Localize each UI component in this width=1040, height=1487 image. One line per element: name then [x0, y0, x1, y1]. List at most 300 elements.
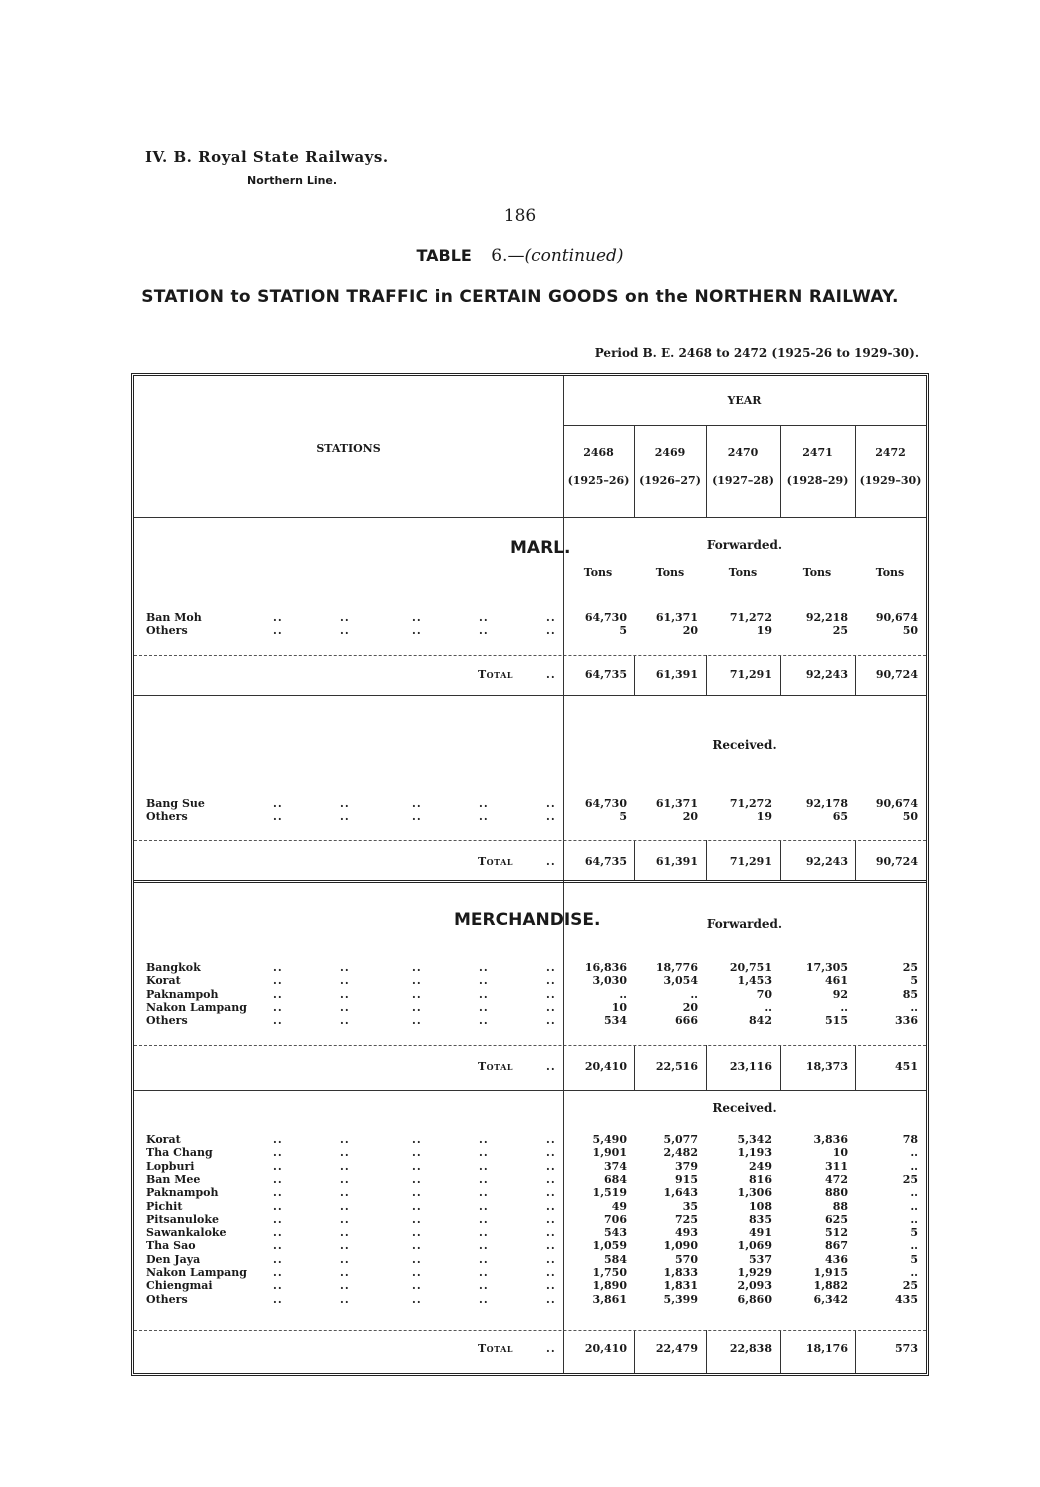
table-cell: 534 [604, 1014, 627, 1028]
table-cell: 1,453 [737, 974, 772, 988]
total-cell: 92,243 [805, 668, 848, 681]
table-cell: 1,069 [737, 1239, 772, 1253]
leader-dots: .. [273, 1014, 283, 1028]
year-be: 2469 [654, 446, 686, 459]
table-cell: 25 [902, 961, 918, 974]
leader-dots: .. [340, 987, 350, 1001]
table-cell: 2,093 [737, 1279, 772, 1293]
leader-dots: .. [412, 1199, 422, 1213]
table-cell: 5 [619, 624, 627, 638]
table-cell: 90,674 [875, 611, 918, 624]
leader-dots: .. [546, 797, 556, 810]
total-rule [134, 695, 926, 696]
stations-header: STATIONS [316, 442, 381, 455]
leader-dots: .. [412, 1279, 422, 1293]
table-cell: 20 [682, 624, 698, 638]
table-cell: 5 [910, 974, 918, 988]
leader-dots: .. [546, 1159, 556, 1173]
table-cell: 5 [910, 1226, 918, 1240]
total-cell: 573 [895, 1342, 918, 1355]
station-name: Others [146, 1014, 188, 1028]
leader-dots: .. [479, 797, 489, 810]
leader-dots: .. [340, 1266, 350, 1279]
table-cell: 880 [825, 1186, 848, 1200]
leader-dots: .. [340, 611, 350, 624]
table-cell: 6,342 [813, 1292, 848, 1306]
leader-dots: .. [340, 1199, 350, 1213]
station-name: Pichit [146, 1199, 183, 1213]
leader-dots: .. [479, 624, 489, 638]
leader-dots: .. [340, 1159, 350, 1173]
leader-dots: .. [412, 1212, 422, 1226]
leader-dots: .. [273, 810, 283, 824]
col-divider [634, 425, 635, 517]
table-cell: 25 [832, 624, 848, 638]
table-cell: 816 [749, 1172, 772, 1186]
station-name: Others [146, 1292, 188, 1306]
table-cell: 6,860 [737, 1292, 772, 1306]
table-cell: 5,342 [737, 1133, 772, 1146]
leader-dots: .. [340, 1133, 350, 1146]
table-cell: 435 [895, 1292, 918, 1306]
leader-dots: .. [479, 987, 489, 1001]
col-divider [855, 1330, 856, 1373]
main-title: STATION to STATION TRAFFIC in CERTAIN GOODS on the NORTHERN RAILWAY. [141, 287, 899, 307]
leader-dots: .. [546, 1146, 556, 1160]
leader-dots: .. [273, 611, 283, 624]
table-cell: .. [910, 1266, 918, 1279]
table-cell: 18,776 [655, 961, 698, 974]
station-name: Sawankaloke [146, 1226, 227, 1240]
col-divider [706, 425, 707, 517]
table-cell: .. [764, 1000, 772, 1014]
leader-dots: .. [479, 1159, 489, 1173]
leader-dots: .. [479, 1226, 489, 1240]
table-cell: 867 [825, 1239, 848, 1253]
table-continued: —(continued) [507, 246, 624, 266]
leader-dots: .. [340, 1226, 350, 1240]
year-ce: (1929–30) [859, 474, 922, 487]
table-cell: 249 [749, 1159, 772, 1173]
table-cell: 3,054 [663, 974, 698, 988]
total-cell: 23,116 [729, 1060, 772, 1073]
leader-dots: .. [273, 987, 283, 1001]
leader-dots: .. [546, 1252, 556, 1266]
header-rule [134, 517, 926, 518]
total-cell: 71,291 [729, 668, 772, 681]
table-cell: 35 [682, 1199, 698, 1213]
leader-dots: .. [412, 1014, 422, 1028]
table-label: TABLE [416, 246, 472, 265]
station-name: Chiengmai [146, 1279, 213, 1293]
leader-dots: .. [340, 1172, 350, 1186]
table-cell: 835 [749, 1212, 772, 1226]
table-cell: 1,833 [663, 1266, 698, 1279]
table-cell: 1,929 [737, 1266, 772, 1279]
table-cell: 88 [832, 1199, 848, 1213]
col-divider [780, 425, 781, 517]
station-name: Lopburi [146, 1159, 195, 1173]
year-ce: (1927–28) [712, 474, 774, 487]
total-cell: 18,373 [805, 1060, 848, 1073]
total-cell: 20,410 [584, 1060, 627, 1073]
leader-dots: .. [340, 1252, 350, 1266]
leader-dots: .. [546, 1239, 556, 1253]
table-cell: 1,519 [592, 1186, 627, 1200]
leader-dots: .. [340, 1239, 350, 1253]
unit-label: Tons [583, 566, 613, 579]
total-cell: 18,176 [805, 1342, 848, 1355]
table-cell: .. [910, 1159, 918, 1173]
leader-dots: .. [273, 1159, 283, 1173]
leader-dots: .. [546, 974, 556, 988]
leader-dots: .. [546, 624, 556, 638]
leader-dots: .. [273, 1266, 283, 1279]
table-cell: 16,836 [584, 961, 627, 974]
marl-forwarded-label: Forwarded. [706, 538, 783, 552]
leader-dots: .. [273, 1212, 283, 1226]
col-divider [706, 840, 707, 880]
leader-dots: .. [273, 961, 283, 974]
station-name: Tha Sao [146, 1239, 196, 1253]
leader-dots: .. [479, 1133, 489, 1146]
station-name: Others [146, 624, 188, 638]
leader-dots: .. [340, 1292, 350, 1306]
table-cell: 1,882 [813, 1279, 848, 1293]
table-cell: 543 [604, 1226, 627, 1240]
leader-dots: .. [412, 1172, 422, 1186]
leader-dots: .. [479, 1292, 489, 1306]
leader-dots: .. [340, 797, 350, 810]
table-cell: 10 [832, 1146, 848, 1160]
leader-dots: .. [412, 810, 422, 824]
leader-dots: .. [273, 624, 283, 638]
leader-dots: .. [273, 1239, 283, 1253]
table-cell: 3,030 [592, 974, 627, 988]
year-ce: (1925–26) [567, 474, 630, 487]
unit-label: Tons [802, 566, 832, 579]
leader-dots: .. [412, 1159, 422, 1173]
table-cell: .. [840, 1000, 848, 1014]
merch-received-total-label: Total [478, 1342, 514, 1355]
table-cell: 666 [675, 1014, 698, 1028]
merch-forwarded-total-label: Total [478, 1060, 514, 1073]
leader-dots: .. [273, 1292, 283, 1306]
table-cell: 336 [895, 1014, 918, 1028]
leader-dots: .. [479, 1252, 489, 1266]
table-cell: 684 [604, 1172, 627, 1186]
leader-dots: .. [340, 1279, 350, 1293]
table-cell: 20,751 [729, 961, 772, 974]
leader-dots: .. [546, 668, 556, 681]
col-divider [634, 655, 635, 695]
leader-dots: .. [273, 1279, 283, 1293]
col-divider [855, 425, 856, 517]
leader-dots: .. [340, 961, 350, 974]
leader-dots: .. [546, 1199, 556, 1213]
table-cell: 1,890 [592, 1279, 627, 1293]
table-cell: 584 [604, 1252, 627, 1266]
total-cell: 22,516 [655, 1060, 698, 1073]
leader-dots: .. [412, 1266, 422, 1279]
leader-dots: .. [479, 810, 489, 824]
table-cell: 17,305 [805, 961, 848, 974]
table-cell: 915 [675, 1172, 698, 1186]
year-be: 2472 [875, 446, 906, 459]
station-name: Nakon Lampang [146, 1266, 247, 1279]
series-heading: IV. B. Royal State Railways. [145, 148, 389, 166]
period-label: Period B. E. 2468 to 2472 (1925-26 to 1929-30). [594, 346, 919, 360]
total-cell: 90,724 [875, 668, 918, 681]
station-name: Paknampoh [146, 987, 219, 1001]
table-cell: 5 [619, 810, 627, 824]
leader-dots: .. [340, 974, 350, 988]
leader-dots: .. [412, 1186, 422, 1200]
leader-dots: .. [546, 1000, 556, 1014]
leader-dots: .. [546, 1060, 556, 1073]
total-cell: 61,391 [655, 855, 698, 868]
total-rule [134, 840, 926, 841]
year-ce: (1928–29) [786, 474, 849, 487]
leader-dots: .. [340, 1212, 350, 1226]
total-cell: 22,838 [729, 1342, 772, 1355]
station-name: Bangkok [146, 961, 201, 974]
merch-forwarded-label: Forwarded. [706, 917, 783, 931]
leader-dots: .. [273, 1172, 283, 1186]
leader-dots: .. [479, 611, 489, 624]
table-cell: 5 [910, 1252, 918, 1266]
station-name: Pitsanuloke [146, 1212, 219, 1226]
leader-dots: .. [412, 1000, 422, 1014]
leader-dots: .. [479, 1279, 489, 1293]
station-name: Korat [146, 1133, 181, 1146]
table-heading [0, 246, 1040, 266]
table-cell: 436 [825, 1252, 848, 1266]
table-cell: 92 [832, 987, 848, 1001]
leader-dots: .. [340, 1186, 350, 1200]
station-name: Ban Moh [146, 611, 202, 624]
leader-dots: .. [273, 1199, 283, 1213]
col-divider [706, 1045, 707, 1090]
marl-forwarded-total-label: Total [478, 668, 514, 681]
col-divider [563, 376, 564, 1373]
leader-dots: .. [273, 1000, 283, 1014]
table-cell: 108 [749, 1199, 772, 1213]
table-cell: 1,193 [737, 1146, 772, 1160]
col-divider [634, 1045, 635, 1090]
marl-received-label: Received. [712, 738, 777, 752]
page-number: 186 [503, 206, 537, 226]
total-cell: 71,291 [729, 855, 772, 868]
table-cell: 78 [902, 1133, 918, 1146]
leader-dots: .. [479, 1186, 489, 1200]
table-cell: 92,178 [805, 797, 848, 810]
leader-dots: .. [546, 810, 556, 824]
leader-dots: .. [412, 1292, 422, 1306]
total-rule [134, 1330, 926, 1331]
table-cell: 1,643 [663, 1186, 698, 1200]
leader-dots: .. [546, 611, 556, 624]
year-ce: (1926–27) [639, 474, 701, 487]
leader-dots: .. [273, 1186, 283, 1200]
table-cell: 20 [682, 810, 698, 824]
table-cell: 19 [756, 624, 772, 638]
table-cell: 472 [825, 1172, 848, 1186]
leader-dots: .. [412, 1239, 422, 1253]
unit-label: Tons [655, 566, 685, 579]
table-cell: 50 [902, 810, 918, 824]
table-cell: 5,077 [663, 1133, 698, 1146]
table-cell: 10 [611, 1000, 627, 1014]
total-cell: 64,735 [584, 668, 627, 681]
unit-label: Tons [875, 566, 905, 579]
table-cell: 5,399 [663, 1292, 698, 1306]
table-cell: 3,861 [592, 1292, 627, 1306]
table-cell: .. [619, 987, 627, 1001]
leader-dots: .. [412, 1146, 422, 1160]
table-cell: 61,371 [655, 797, 698, 810]
leader-dots: .. [340, 810, 350, 824]
unit-label: Tons [728, 566, 758, 579]
table-cell: 90,674 [875, 797, 918, 810]
table-cell: 706 [604, 1212, 627, 1226]
table-cell: .. [910, 1186, 918, 1200]
year-be: 2471 [802, 446, 833, 459]
total-cell: 451 [895, 1060, 918, 1073]
table-cell: 725 [675, 1212, 698, 1226]
leader-dots: .. [412, 961, 422, 974]
col-divider [780, 655, 781, 695]
table-cell: .. [690, 987, 698, 1001]
table-number: 6. [491, 246, 508, 266]
table-cell: .. [910, 1146, 918, 1160]
table-cell: 311 [825, 1159, 848, 1173]
leader-dots: .. [546, 1212, 556, 1226]
leader-dots: .. [546, 1186, 556, 1200]
leader-dots: .. [479, 1146, 489, 1160]
leader-dots: .. [412, 974, 422, 988]
leader-dots: .. [273, 797, 283, 810]
leader-dots: .. [546, 987, 556, 1001]
total-cell: 90,724 [875, 855, 918, 868]
total-cell: 20,410 [584, 1342, 627, 1355]
station-name: Paknampoh [146, 1186, 219, 1200]
line-subheading: Northern Line. [247, 174, 338, 187]
leader-dots: .. [546, 1342, 556, 1355]
col-divider [706, 1330, 707, 1373]
leader-dots: .. [546, 1292, 556, 1306]
col-divider [706, 655, 707, 695]
leader-dots: .. [479, 1014, 489, 1028]
table-cell: 1,059 [592, 1239, 627, 1253]
section-rule [134, 880, 926, 883]
merch-received-label: Received. [712, 1101, 777, 1115]
leader-dots: .. [273, 1252, 283, 1266]
marl-received-total-label: Total [478, 855, 514, 868]
table-cell: 92,218 [805, 611, 848, 624]
year-rule [563, 425, 926, 426]
leader-dots: .. [412, 797, 422, 810]
col-divider [855, 1045, 856, 1090]
leader-dots: .. [479, 1199, 489, 1213]
table-cell: 20 [682, 1000, 698, 1014]
table-cell: 374 [604, 1159, 627, 1173]
leader-dots: .. [412, 1133, 422, 1146]
leader-dots: .. [479, 1000, 489, 1014]
table-cell: 65 [832, 810, 848, 824]
total-cell: 92,243 [805, 855, 848, 868]
col-divider [780, 1330, 781, 1373]
table-cell: 1,750 [592, 1266, 627, 1279]
table-cell: .. [910, 1000, 918, 1014]
col-divider [780, 840, 781, 880]
table-cell: 5,490 [592, 1133, 627, 1146]
col-divider [855, 655, 856, 695]
table-cell: .. [910, 1199, 918, 1213]
table-cell: 64,730 [584, 797, 627, 810]
leader-dots: .. [340, 1146, 350, 1160]
total-rule [134, 1045, 926, 1046]
col-divider [634, 840, 635, 880]
leader-dots: .. [546, 1266, 556, 1279]
leader-dots: .. [479, 974, 489, 988]
total-cell: 22,479 [655, 1342, 698, 1355]
table-cell: 3,836 [813, 1133, 848, 1146]
table-cell: 64,730 [584, 611, 627, 624]
leader-dots: .. [412, 1226, 422, 1240]
table-cell: 512 [825, 1226, 848, 1240]
leader-dots: .. [273, 1146, 283, 1160]
table-cell: 70 [756, 987, 772, 1001]
table-cell: 71,272 [729, 611, 772, 624]
year-header: YEAR [727, 394, 762, 407]
table-cell: 461 [825, 974, 848, 988]
station-name: Nakon Lampang [146, 1000, 247, 1014]
leader-dots: .. [340, 1000, 350, 1014]
table-cell: 570 [675, 1252, 698, 1266]
leader-dots: .. [546, 1226, 556, 1240]
table-cell: 491 [749, 1226, 772, 1240]
table-cell: .. [910, 1239, 918, 1253]
table-cell: 61,371 [655, 611, 698, 624]
leader-dots: .. [546, 1279, 556, 1293]
table-cell: 49 [611, 1199, 627, 1213]
leader-dots: .. [479, 1172, 489, 1186]
table-cell: 1,090 [663, 1239, 698, 1253]
leader-dots: .. [412, 624, 422, 638]
leader-dots: .. [546, 961, 556, 974]
leader-dots: .. [546, 1014, 556, 1028]
table-cell: 493 [675, 1226, 698, 1240]
total-rule [134, 1090, 926, 1091]
table-cell: 537 [749, 1252, 772, 1266]
leader-dots: .. [479, 1212, 489, 1226]
leader-dots: .. [479, 1266, 489, 1279]
table-cell: 1,831 [663, 1279, 698, 1293]
table-cell: .. [910, 1212, 918, 1226]
leader-dots: .. [273, 974, 283, 988]
leader-dots: .. [412, 611, 422, 624]
table-cell: 25 [902, 1172, 918, 1186]
leader-dots: .. [546, 855, 556, 868]
leader-dots: .. [479, 1239, 489, 1253]
year-be: 2468 [583, 446, 614, 459]
station-name: Bang Sue [146, 797, 205, 810]
total-cell: 64,735 [584, 855, 627, 868]
table-cell: 85 [902, 987, 918, 1001]
table-cell: 71,272 [729, 797, 772, 810]
station-name: Others [146, 810, 188, 824]
